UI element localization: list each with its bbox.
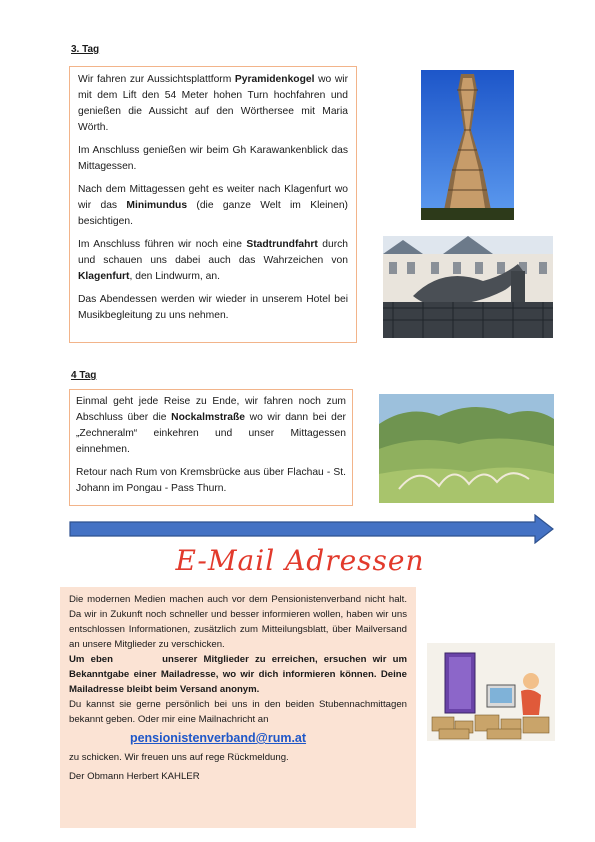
day4-paragraph-2: Retour nach Rum von Kremsbrücke aus über Flachau - St. Johann im Pongau - Pass Thurn. — [76, 467, 346, 494]
day3-paragraph-3: Nach dem Mittagessen geht es weiter nach Klagenfurt wo wir das Minimundus (die ganze Welt im Kleinen) besichtigen. — [78, 184, 348, 227]
signature: Der Obmann Herbert KAHLER — [69, 771, 200, 782]
email-address-link[interactable]: pensionistenverband@rum.at — [129, 731, 307, 745]
nockalmstrasse-photo — [379, 394, 554, 503]
email-paragraph-3: Du kannst sie gerne persönlich bei uns in den beiden Stubennachmittagen bekannt geben. Oder mir eine Mailnachricht an — [69, 699, 407, 725]
arrow-divider — [69, 514, 555, 544]
office-mail-clipart — [427, 643, 555, 741]
email-paragraph-1: Die modernen Medien machen auch vor dem Pensionistenverband nicht halt. Da wir in Zukunft noch schneller und besser informieren wollen, haben wir uns entschlossen Informationen, zusätzlich zum Mitteilungsblatt, über Mailversand an unsere Mitglieder zu verschicken. — [69, 594, 407, 650]
day4-text-box — [69, 389, 353, 506]
lindwurm-photo — [383, 236, 553, 338]
pyramidenkogel-photo — [421, 70, 514, 220]
day3-paragraph-5: Das Abendessen werden wir wieder in unserem Hotel bei Musikbegleitung zu uns nehmen. — [78, 294, 348, 321]
day3-paragraph-2: Im Anschluss genießen wir beim Gh Karawankenblick das Mittagessen. — [78, 145, 348, 172]
email-paragraph-2: Um eben unserer Mitglieder zu erreichen, ersuchen wir um Bekanntgabe einer Mailadresse, wo wir dich informieren können. Deine Mailadresse bleibt beim Versand anonym. — [69, 654, 410, 695]
day3-paragraph-1: Wir fahren zur Aussichtsplattform Pyramidenkogel wo wir mit dem Lift den 54 Meter hohen Turn hochfahren und genießen die Aussicht auf den Wörthersee mit Maria Wörth. — [78, 74, 348, 133]
day3-text-box — [69, 66, 357, 343]
day3-paragraph-4: Im Anschluss führen wir noch eine Stadtrundfahrt durch und schauen uns dabei auch das Wahrzeichen von Klagenfurt, den Lindwurm, an. — [78, 239, 348, 282]
day4-heading: 4 Tag — [71, 370, 97, 381]
email-text-box — [60, 587, 416, 828]
email-paragraph-4: zu schicken. Wir freuen uns auf rege Rückmeldung. — [69, 752, 289, 763]
day3-heading: 3. Tag — [71, 44, 100, 55]
day4-paragraph-1: Einmal geht jede Reise zu Ende, wir fahren noch zum Abschluss über die Nockalmstraße wo wir dann bei der „Zechneralm“ einkehren und unser Mittagessen einnehmen. — [76, 396, 346, 455]
email-section-title: E-Mail Adressen — [175, 544, 425, 577]
